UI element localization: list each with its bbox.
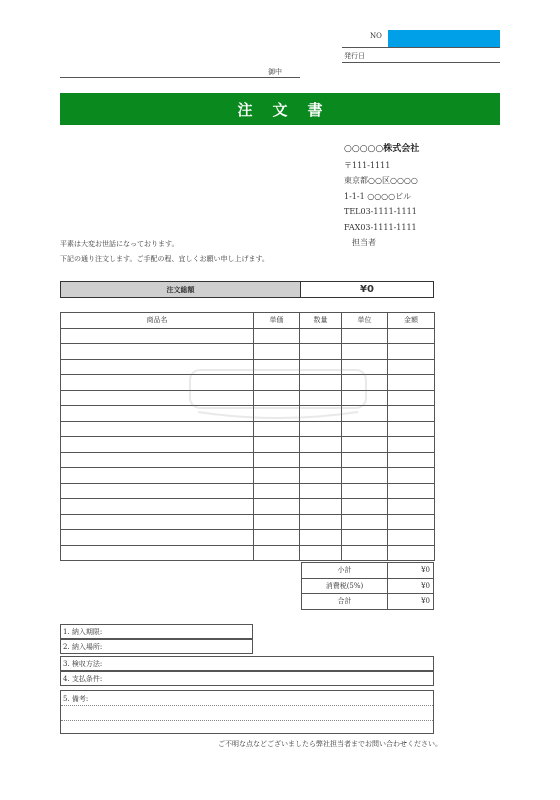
summary-table: [301, 562, 434, 610]
grand-total-label: 合計: [302, 594, 388, 610]
cell-product-name[interactable]: [61, 468, 254, 484]
cell-unit-price[interactable]: [254, 530, 300, 546]
cell-unit[interactable]: [342, 530, 388, 546]
table-row: [61, 530, 435, 546]
tax-row: [302, 578, 434, 594]
cell-product-name[interactable]: [61, 437, 254, 453]
remarks-label: 5. 備考:: [63, 695, 89, 703]
table-row: [61, 468, 435, 484]
cell-unit[interactable]: [342, 344, 388, 360]
cell-amount[interactable]: [388, 359, 435, 375]
company-tel: TEL03-1111-1111: [344, 207, 417, 216]
table-row: [61, 499, 435, 515]
cell-unit-price[interactable]: [254, 328, 300, 344]
cell-unit[interactable]: [342, 468, 388, 484]
cell-amount[interactable]: [388, 483, 435, 499]
cell-unit-price[interactable]: [254, 344, 300, 360]
cell-quantity[interactable]: [300, 452, 342, 468]
cell-amount[interactable]: [388, 545, 435, 561]
watermark-logo: [188, 362, 368, 422]
greeting-line-1: 平素は大変お世話になっております。: [60, 240, 179, 248]
cell-quantity[interactable]: [300, 344, 342, 360]
cell-amount[interactable]: [388, 375, 435, 391]
remarks-box[interactable]: [60, 690, 434, 734]
divider: [342, 47, 500, 48]
cell-product-name[interactable]: [61, 514, 254, 530]
grand-total-value[interactable]: ¥0: [388, 594, 434, 610]
divider: [342, 62, 500, 63]
items-table: [60, 312, 435, 561]
header-amount: 金額: [388, 313, 435, 329]
document-title-banner: [60, 93, 500, 125]
header-unit-price: 単価: [254, 313, 300, 329]
tax-value[interactable]: ¥0: [388, 578, 434, 594]
cell-quantity[interactable]: [300, 514, 342, 530]
grand-total-row: [302, 594, 434, 610]
cell-unit[interactable]: [342, 421, 388, 437]
company-postal: 〒111-1111: [344, 160, 391, 170]
greeting-line-2: 下記の通り注文します。ご手配の程、宜しくお願い申し上げます。: [60, 255, 269, 263]
cell-unit-price[interactable]: [254, 452, 300, 468]
cell-quantity[interactable]: [300, 530, 342, 546]
table-row: [61, 328, 435, 344]
subtotal-value[interactable]: ¥0: [388, 563, 434, 579]
cell-unit[interactable]: [342, 545, 388, 561]
cell-unit[interactable]: [342, 452, 388, 468]
greeting: [60, 237, 269, 267]
company-name: ○○○○○株式会社: [344, 144, 420, 154]
table-row: [61, 545, 435, 561]
cell-product-name[interactable]: [61, 530, 254, 546]
cell-product-name[interactable]: [61, 452, 254, 468]
company-address-1: 東京都○○区○○○○: [344, 176, 418, 185]
company-address-2: 1-1-1 ○○○○ビル: [344, 191, 412, 201]
document-title: 注文書: [237, 100, 343, 119]
subtotal-label: 小計: [302, 563, 388, 579]
cell-unit-price[interactable]: [254, 499, 300, 515]
tax-label: 消費税(5%): [302, 578, 388, 594]
delivery-place-field[interactable]: 2. 納入場所:: [60, 639, 253, 654]
cell-unit-price[interactable]: [254, 437, 300, 453]
remarks-line: [61, 705, 433, 706]
cell-amount[interactable]: [388, 421, 435, 437]
cell-unit[interactable]: [342, 328, 388, 344]
company-person: 担当者: [352, 238, 376, 247]
footer-note: ご不明な点などございましたら弊社担当者までお問い合わせください。: [218, 740, 442, 748]
table-row: [61, 483, 435, 499]
cell-unit-price[interactable]: [254, 545, 300, 561]
company-info: [344, 142, 419, 251]
cell-unit[interactable]: [342, 499, 388, 515]
payment-terms-field[interactable]: 4. 支払条件:: [60, 671, 434, 686]
remarks-line: [61, 720, 433, 721]
table-row: [61, 421, 435, 437]
cell-unit-price[interactable]: [254, 421, 300, 437]
cell-quantity[interactable]: [300, 328, 342, 344]
cell-unit[interactable]: [342, 437, 388, 453]
cell-quantity[interactable]: [300, 437, 342, 453]
company-fax: FAX03-1111-1111: [344, 222, 417, 232]
cell-unit-price[interactable]: [254, 468, 300, 484]
cell-product-name[interactable]: [61, 499, 254, 515]
order-total-box: [60, 281, 434, 298]
cell-unit[interactable]: [342, 483, 388, 499]
cell-amount[interactable]: [388, 499, 435, 515]
cell-amount[interactable]: [388, 530, 435, 546]
cell-amount[interactable]: [388, 437, 435, 453]
cell-product-name[interactable]: [61, 483, 254, 499]
cell-quantity[interactable]: [300, 421, 342, 437]
table-row: [61, 437, 435, 453]
cell-amount[interactable]: [388, 452, 435, 468]
cell-quantity[interactable]: [300, 545, 342, 561]
cell-unit-price[interactable]: [254, 483, 300, 499]
cell-amount[interactable]: [388, 406, 435, 422]
cell-unit[interactable]: [342, 514, 388, 530]
header-unit: 単位: [342, 313, 388, 329]
cell-amount[interactable]: [388, 514, 435, 530]
order-total-value[interactable]: ¥0: [360, 284, 374, 295]
inspection-method-field[interactable]: 3. 検収方法:: [60, 656, 434, 671]
table-row: [61, 514, 435, 530]
cell-amount[interactable]: [388, 468, 435, 484]
table-row: [61, 452, 435, 468]
header-product-name: 商品名: [61, 313, 254, 329]
delivery-date-field[interactable]: 1. 納入期限:: [60, 624, 253, 639]
cell-product-name[interactable]: [61, 421, 254, 437]
cell-unit-price[interactable]: [254, 514, 300, 530]
order-number-field[interactable]: [388, 30, 500, 47]
items-header-row: [61, 313, 435, 329]
order-total-label: 注文総額: [61, 282, 301, 297]
cell-amount[interactable]: [388, 390, 435, 406]
recipient-suffix: 御中: [268, 68, 282, 76]
cell-quantity[interactable]: [300, 483, 342, 499]
cell-quantity[interactable]: [300, 499, 342, 515]
cell-product-name[interactable]: [61, 344, 254, 360]
no-label: NO: [370, 32, 382, 40]
cell-quantity[interactable]: [300, 468, 342, 484]
issue-date-label: 発行日: [344, 52, 365, 60]
subtotal-row: [302, 563, 434, 579]
table-row: [61, 344, 435, 360]
recipient-line: [60, 77, 300, 78]
cell-amount[interactable]: [388, 344, 435, 360]
header-quantity: 数量: [300, 313, 342, 329]
cell-product-name[interactable]: [61, 545, 254, 561]
cell-amount[interactable]: [388, 328, 435, 344]
cell-product-name[interactable]: [61, 328, 254, 344]
